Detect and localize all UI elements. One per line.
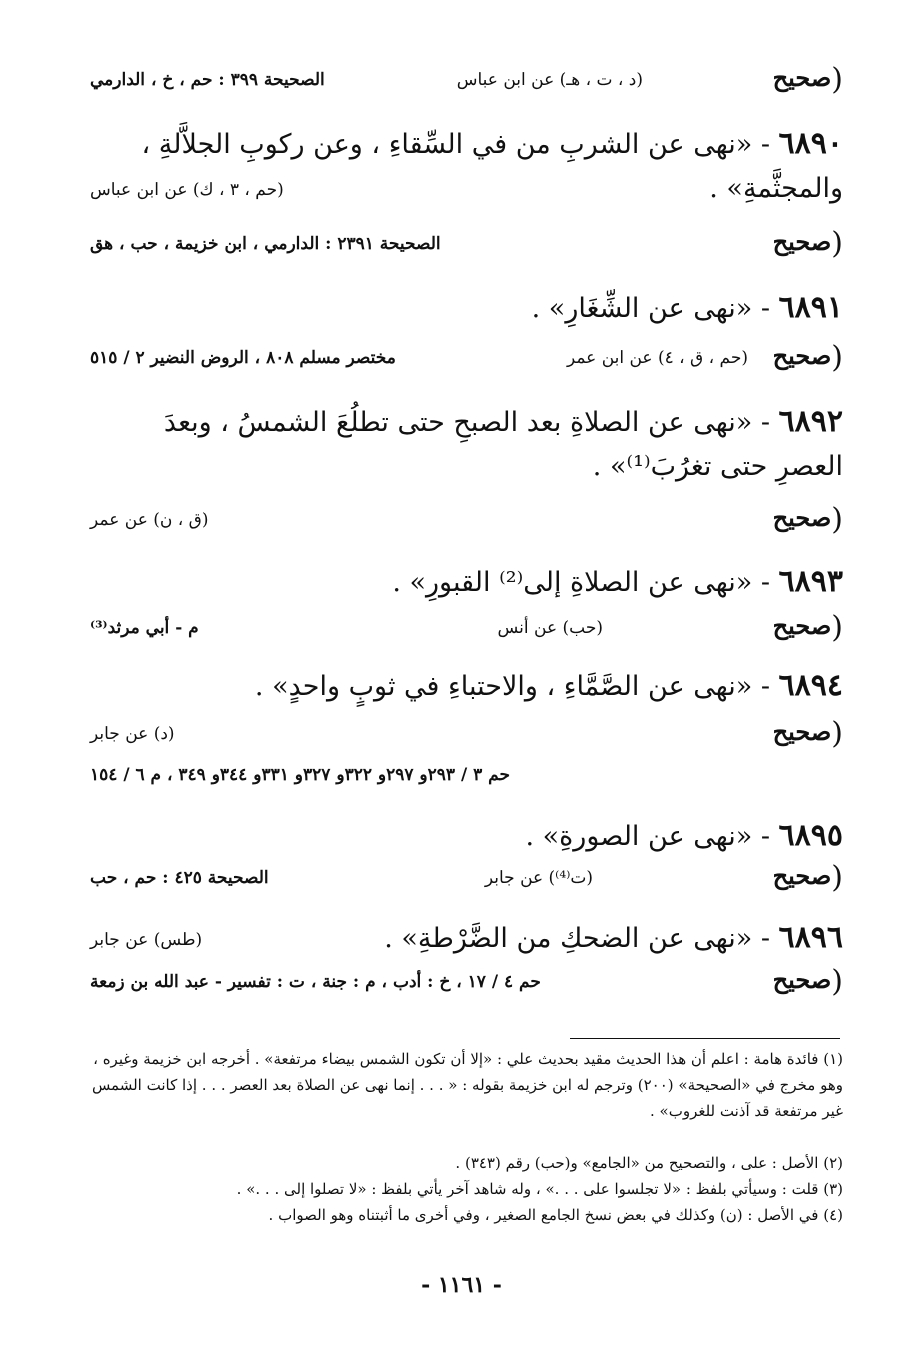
hadith-6892: ٦٨٩٢ - «نهى عن الصلاةِ بعد الصبحِ حتى تطلُعَ الشمسُ ، وبعدَ العصرِ حتى تغرُبَ⁽¹⁾» . bbox=[163, 404, 843, 482]
grade-row bbox=[90, 62, 843, 108]
footnote-4: (٤) في الأصل : (ن) وكذلك في بعض نسخ الجامع الصغير ، وفي أخرى ما أثبتناه وهو الصواب . bbox=[268, 1206, 843, 1224]
grade-label: (صحيح bbox=[772, 502, 843, 537]
reference-text: الصحيحة ٣٩٩ : حم ، خ ، الدارمي bbox=[90, 70, 325, 90]
grade-row bbox=[90, 340, 843, 386]
source-text: (د ، ت ، هـ) عن ابن عباس bbox=[456, 70, 643, 90]
hadith-text: «نهى عن الصَّمَّاءِ ، والاحتباءِ في ثوبٍ واحدٍ» . bbox=[254, 671, 753, 702]
reference-text: الصحيحة ٢٣٩١ : الدارمي ، ابن خزيمة ، حب ، هق bbox=[90, 234, 441, 254]
grade-label: (صحيح bbox=[772, 340, 843, 375]
hadith-text: «نهى عن الصلاةِ إلى⁽²⁾ القبورِ» . bbox=[392, 567, 753, 598]
reference-text: حم ٤ / ١٧ ، خ : أدب ، م : جنة ، ت : تفسير - عبد الله بن زمعة bbox=[90, 972, 541, 992]
hadith-6894: ٦٨٩٤ - «نهى عن الصَّمَّاءِ ، والاحتباءِ في ثوبٍ واحدٍ» . bbox=[254, 668, 843, 703]
hadith-text: «نهى عن الشِّغَارِ» . bbox=[531, 293, 753, 324]
hadith-text: «نهى عن الصورةِ» . bbox=[525, 821, 753, 852]
hadith-text: «نهى عن الشربِ من في السِّقاءِ ، وعن ركوبِ الجلاَّلةِ ، والمجثَّمةِ» . bbox=[141, 129, 843, 204]
hadith-6891: ٦٨٩١ - «نهى عن الشِّغَارِ» . bbox=[531, 290, 843, 325]
source-text: (د) عن جابر bbox=[90, 724, 175, 744]
grade-label: (صحيح bbox=[772, 716, 843, 751]
hadith-number: ٦٨٩٣ bbox=[778, 564, 843, 599]
grade-row bbox=[90, 964, 843, 1010]
grade-label: (صحيح bbox=[772, 860, 843, 895]
hadith-6896: ٦٨٩٦ - «نهى عن الضحكِ من الضَّرْطةِ» . bbox=[384, 920, 843, 955]
grade-row bbox=[90, 716, 843, 762]
grade-row bbox=[90, 860, 843, 906]
reference-text: م - أبي مرثد⁽³⁾ bbox=[90, 618, 199, 638]
grade-row bbox=[90, 502, 843, 548]
grade-label: (صحيح bbox=[772, 62, 843, 97]
footnote-divider bbox=[570, 1038, 840, 1039]
hadith-6895: ٦٨٩٥ - «نهى عن الصورةِ» . bbox=[525, 818, 843, 853]
hadith-number: ٦٨٩١ bbox=[778, 290, 843, 325]
hadith-number: ٦٨٩٤ bbox=[778, 668, 843, 703]
source-text: (ت⁽⁴⁾) عن جابر bbox=[484, 868, 593, 888]
reference-text: حم ٣ / ٢٩٣و ٢٩٧و ٣٢٢و ٣٢٧و ٣٣١و ٣٤٤و ٣٤٩ ، م ٦ / ١٥٤ bbox=[90, 765, 510, 785]
hadith-6893: ٦٨٩٣ - «نهى عن الصلاةِ إلى⁽²⁾ القبورِ» . bbox=[392, 564, 843, 599]
footnote-2: (٢) الأصل : على ، والتصحيح من «الجامع» و(حب) رقم (٣٤٣) . bbox=[455, 1154, 843, 1172]
hadith-6890: ٦٨٩٠ - «نهى عن الشربِ من في السِّقاءِ ، وعن ركوبِ الجلاَّلةِ ، والمجثَّمةِ» . bbox=[141, 126, 843, 204]
grade-label: (صحيح bbox=[772, 610, 843, 645]
hadith-text: «نهى عن الضحكِ من الضَّرْطةِ» . bbox=[384, 923, 753, 954]
reference-text: مختصر مسلم ٨٠٨ ، الروض النضير ٢ / ٥١٥ bbox=[90, 348, 396, 368]
hadith-text: «نهى عن الصلاةِ بعد الصبحِ حتى تطلُعَ الشمسُ ، وبعدَ العصرِ حتى تغرُبَ⁽¹⁾» . bbox=[163, 407, 843, 482]
source-text: (حم ، ٣ ، ك) عن ابن عباس bbox=[90, 180, 284, 200]
source-text: (حب) عن أنس bbox=[497, 618, 603, 638]
source-text: (طس) عن جابر bbox=[90, 930, 203, 950]
source-text: (ق ، ن) عن عمر bbox=[90, 510, 209, 530]
page-number: - ١١٦١ - bbox=[421, 1272, 502, 1298]
grade-label: (صحيح bbox=[772, 964, 843, 999]
hadith-number: ٦٨٩٦ bbox=[778, 920, 843, 955]
hadith-number: ٦٨٩٠ bbox=[778, 126, 843, 161]
footnote-3: (٣) قلت : وسيأتي بلفظ : «لا تجلسوا على . . .» ، وله شاهد آخر يأتي بلفظ : «لا تصلوا إلى . . .» . bbox=[236, 1180, 843, 1198]
footnote-1: (١) فائدة هامة : اعلم أن هذا الحديث مقيد بحديث علي : «إلا أن تكون الشمس بيضاء مرتفعة» . أخرجه ابن خزيمة وغيره ، وهو مخرج في «الصحيحة» (٢٠٠) وترجم له ابن خزيمة بقوله : « . . . إنما نهى عن الصلاة بعد العصر . . . إذا كانت الشمس غير مرتفعة قد آذنت للغروب» . bbox=[91, 1050, 843, 1120]
hadith-number: ٦٨٩٥ bbox=[778, 818, 843, 853]
hadith-number: ٦٨٩٢ bbox=[778, 404, 843, 439]
reference-text: الصحيحة ٤٢٥ : حم ، حب bbox=[90, 868, 269, 888]
grade-row bbox=[90, 610, 843, 656]
grade-label: (صحيح bbox=[772, 226, 843, 261]
source-text: (حم ، ق ، ٤) عن ابن عمر bbox=[566, 348, 748, 368]
grade-row bbox=[90, 226, 843, 272]
